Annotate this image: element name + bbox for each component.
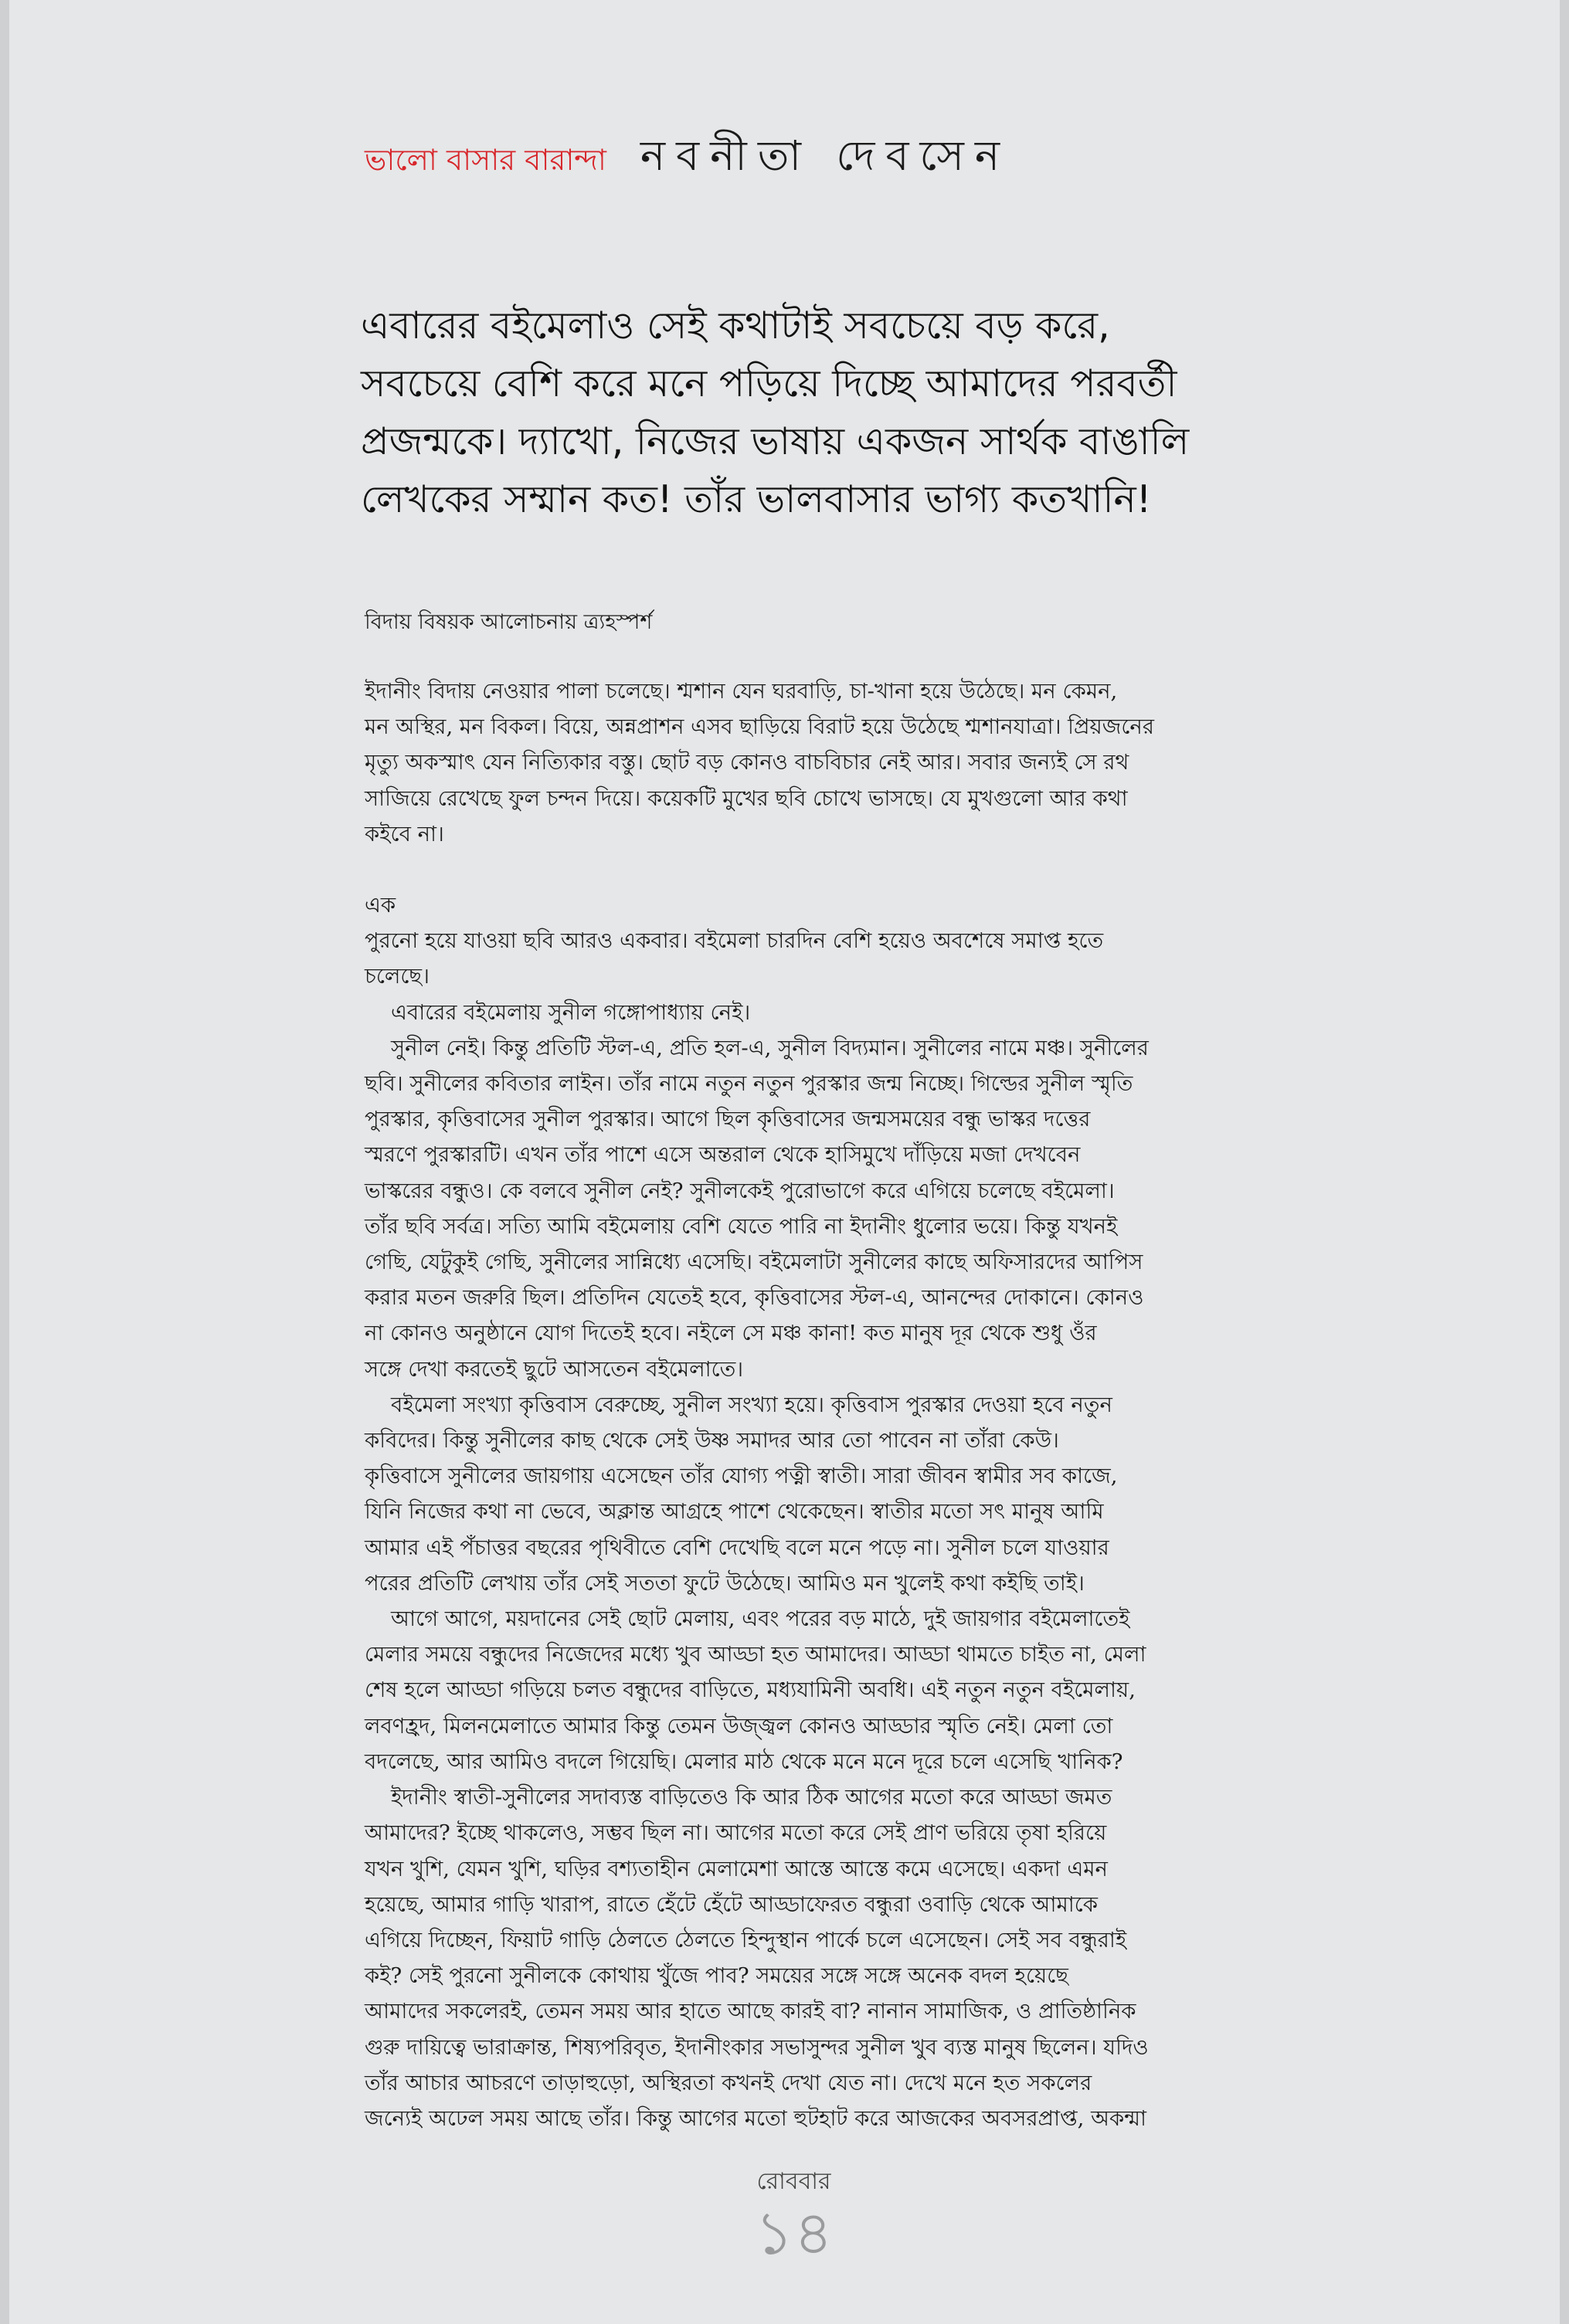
body-line: ইদানীং বিদায় নেওয়ার পালা চলেছে। শ্মশান যেন ঘরবাড়ি, চা-খানা হয়ে উঠেছে। মন কেমন, — [365, 679, 1118, 704]
article-body — [365, 673, 1268, 2136]
body-line: তাঁর ছবি সর্বত্র। সত্যি আমি বইমেলায় বেশি যেতে পারি না ইদানীং ধুলোর ভয়ে। কিন্তু যখনই — [365, 1213, 1118, 1239]
body-line: গুরু দায়িত্বে ভারাক্রান্ত, শিষ্যপরিবৃত, ইদানীংকার সভাসুন্দর সুনীল খুব ব্যস্ত মানুষ ছিলেন। যদিও — [365, 2034, 1149, 2060]
page-number: ১৪ — [754, 2199, 834, 2268]
body-line: সুনীল নেই। কিন্তু প্রতিটি স্টল-এ, প্রতি হল-এ, সুনীল বিদ্যমান। সুনীলের নামে মঞ্চ। সুনীলের — [391, 1035, 1149, 1060]
body-line: লবণহ্রদ, মিলনমেলাতে আমার কিন্তু তেমন উজ্জ্বল কোনও আড্ডার স্মৃতি নেই। মেলা তো — [365, 1713, 1113, 1739]
page-footer — [9, 2163, 1569, 2268]
body-line: বইমেলা সংখ্যা কৃত্তিবাস বেরুচ্ছে, সুনীল সংখ্যা হয়ে। কৃত্তিবাস পুরস্কার দেওয়া হবে নতুন — [391, 1392, 1112, 1417]
article-subheading: বিদায় বিষয়ক আলোচনায় ত্র্যহস্পর্শ — [365, 610, 653, 634]
magazine-name: রোববার — [756, 2168, 831, 2195]
body-line: আগে আগে, ময়দানের সেই ছোট মেলায়, এবং পরের বড় মাঠে, দুই জায়গার বইমেলাতেই — [391, 1606, 1130, 1632]
body-line: পুরস্কার, কৃত্তিবাসের সুনীল পুরস্কার। আগে ছিল কৃত্তিবাসের জন্মসময়ের বন্ধু ভাস্কর দত্তের — [365, 1107, 1091, 1132]
body-line: এবারের বইমেলায় সুনীল গঙ্গোপাধ্যায় নেই। — [391, 999, 751, 1025]
pull-quote-line: প্রজন্মকে। দ্যাখো, নিজের ভাষায় একজন সার্থক বাঙালি — [361, 419, 1190, 463]
body-line: যিনি নিজের কথা না ভেবে, অক্লান্ত আগ্রহে পাশে থেকেছেন। স্বাতীর মতো সৎ মানুষ আমি — [365, 1499, 1104, 1525]
body-line: বদলেছে, আর আমিও বদলে গিয়েছি। মেলার মাঠ থেকে মনে মনে দূরে চলে এসেছি খানিক? — [365, 1749, 1123, 1774]
column-name: ভালো বাসার বারান্দা — [365, 143, 606, 177]
body-line: স্মরণে পুরস্কারটি। এখন তাঁর পাশে এসে অন্তরাল থেকে হাসিমুখে দাঁড়িয়ে মজা দেখবেন — [365, 1142, 1081, 1168]
body-line: যখন খুশি, যেমন খুশি, ঘড়ির বশ্যতাহীন মেলামেশা আস্তে আস্তে কমে এসেছে। একদা এমন — [365, 1856, 1108, 1881]
body-line: এগিয়ে দিচ্ছেন, ফিয়াট গাড়ি ঠেলতে ঠেলতে হিন্দুস্থান পার্কে চলে এসেছেন। সেই সব বন্ধুরাই — [365, 1927, 1127, 1952]
body-line: মন অস্থির, মন বিকল। বিয়ে, অন্নপ্রাশন এসব ছাড়িয়ে বিরাট হয়ে উঠেছে শ্মশানযাত্রা। প্রিয়জনের — [365, 714, 1154, 740]
body-line: মৃত্যু অকস্মাৎ যেন নিত্যিকার বস্তু। ছোট বড় কোনও বাচবিচার নেই আর। সবার জন্যই সে রথ — [365, 750, 1129, 775]
pull-quote-line: লেখকের সম্মান কত! তাঁর ভালবাসার ভাগ্য কতখানি! — [361, 477, 1152, 521]
body-line: সঙ্গে দেখা করতেই ছুটে আসতেন বইমেলাতে। — [365, 1356, 744, 1382]
author-name: নবনীতা দেবসেন — [640, 131, 1011, 180]
body-line: হয়েছে, আমার গাড়ি খারাপ, রাতে হেঁটে হেঁটে আড্ডাফেরত বন্ধুরা ওবাড়ি থেকে আমাকে — [365, 1891, 1099, 1917]
body-line: পুরনো হয়ে যাওয়া ছবি আরও একবার। বইমেলা চারদিন বেশি হয়েও অবশেষে সমাপ্ত হতে — [365, 928, 1104, 954]
body-line: করার মতন জরুরি ছিল। প্রতিদিন যেতেই হবে, কৃত্তিবাসের স্টল-এ, আনন্দের দোকানে। কোনও — [365, 1285, 1144, 1311]
body-line: কইবে না। — [365, 821, 444, 846]
body-line: আমাদের সকলেরই, তেমন সময় আর হাতে আছে কারই বা? নানান সামাজিক, ও প্রাতিষ্ঠানিক — [365, 1999, 1136, 2024]
body-line: আমার এই পঁচাত্তর বছরের পৃথিবীতে বেশি দেখেছি বলে মনে পড়ে না। সুনীল চলে যাওয়ার — [365, 1535, 1109, 1560]
body-line: কৃত্তিবাসে সুনীলের জায়গায় এসেছেন তাঁর যোগ্য পত্নী স্বাতী। সারা জীবন স্বামীর সব কাজে, — [365, 1464, 1118, 1489]
body-line: কই? সেই পুরনো সুনীলকে কোথায় খুঁজে পাব? সময়ের সঙ্গে সঙ্গে অনেক বদল হয়েছে — [365, 1963, 1068, 1989]
body-line: শেষ হলে আড্ডা গড়িয়ে চলত বন্ধুদের বাড়িতে, মধ্যযামিনী অবধি। এই নতুন নতুন বইমেলায়, — [365, 1678, 1136, 1703]
body-line: জন্যেই অঢেল সময় আছে তাঁর। কিন্তু আগের মতো হুটহাট করে আজকের অবসরপ্রাপ্ত, অকন্মা — [365, 2105, 1146, 2131]
body-line: তাঁর আচার আচরণে তাড়াহুড়ো, অস্থিরতা কখনই দেখা যেত না। দেখে মনে হত সকলের — [365, 2070, 1092, 2095]
body-line: না কোনও অনুষ্ঠানে যোগ দিতেই হবে। নইলে সে মঞ্চ কানা! কত মানুষ দূর থেকে শুধু ওঁর — [365, 1321, 1097, 1346]
body-line: চলেছে। — [365, 964, 430, 989]
section-label: এক — [365, 893, 396, 918]
body-line: ভাস্করের বন্ধুও। কে বলবে সুনীল নেই? সুনীলকেই পুরোভাগে করে এগিয়ে চলেছে বইমেলা। — [365, 1178, 1115, 1203]
body-line: ইদানীং স্বাতী-সুনীলের সদাব্যস্ত বাড়িতেও কি আর ঠিক আগের মতো করে আড্ডা জমত — [391, 1785, 1112, 1810]
body-line: পরের প্রতিটি লেখায় তাঁর সেই সততা ফুটে উঠেছে। আমিও মন খুলেই কথা কইছি তাই। — [365, 1570, 1085, 1596]
body-line: সাজিয়ে রেখেছে ফুল চন্দন দিয়ে। কয়েকটি মুখের ছবি চোখে ভাসছে। যে মুখগুলো আর কথা — [365, 785, 1128, 811]
body-line: কবিদের। কিন্তু সুনীলের কাছ থেকে সেই উষ্ণ সমাদর আর তো পাবেন না তাঁরা কেউ। — [365, 1428, 1059, 1454]
body-line: আমাদের? ইচ্ছে থাকলেও, সম্ভব ছিল না। আগের মতো করে সেই প্রাণ ভরিয়ে তৃষা হরিয়ে — [365, 1820, 1107, 1846]
body-line: ছবি। সুনীলের কবিতার লাইন। তাঁর নামে নতুন নতুন পুরস্কার জন্ম নিচ্ছে। গিল্ডের সুনীল স্মৃতি — [365, 1071, 1133, 1097]
body-line: মেলার সময়ে বন্ধুদের নিজেদের মধ্যে খুব আড্ডা হত আমাদের। আড্ডা থামতে চাইত না, মেলা — [365, 1642, 1146, 1668]
paragraph-gap — [365, 852, 1268, 887]
page-header — [365, 124, 1010, 193]
pull-quote-line: সবচেয়ে বেশি করে মনে পড়িয়ে দিচ্ছে আমাদের পরবর্তী — [361, 361, 1177, 405]
body-line: গেছি, যেটুকুই গেছি, সুনীলের সান্নিধ্যে এসেছি। বইমেলাটা সুনীলের কাছে অফিসারদের আপিস — [365, 1250, 1143, 1275]
pull-quote-line: এবারের বইমেলাও সেই কথাটাই সবচেয়ে বড় করে, — [361, 304, 1110, 348]
pull-quote — [361, 297, 1268, 529]
